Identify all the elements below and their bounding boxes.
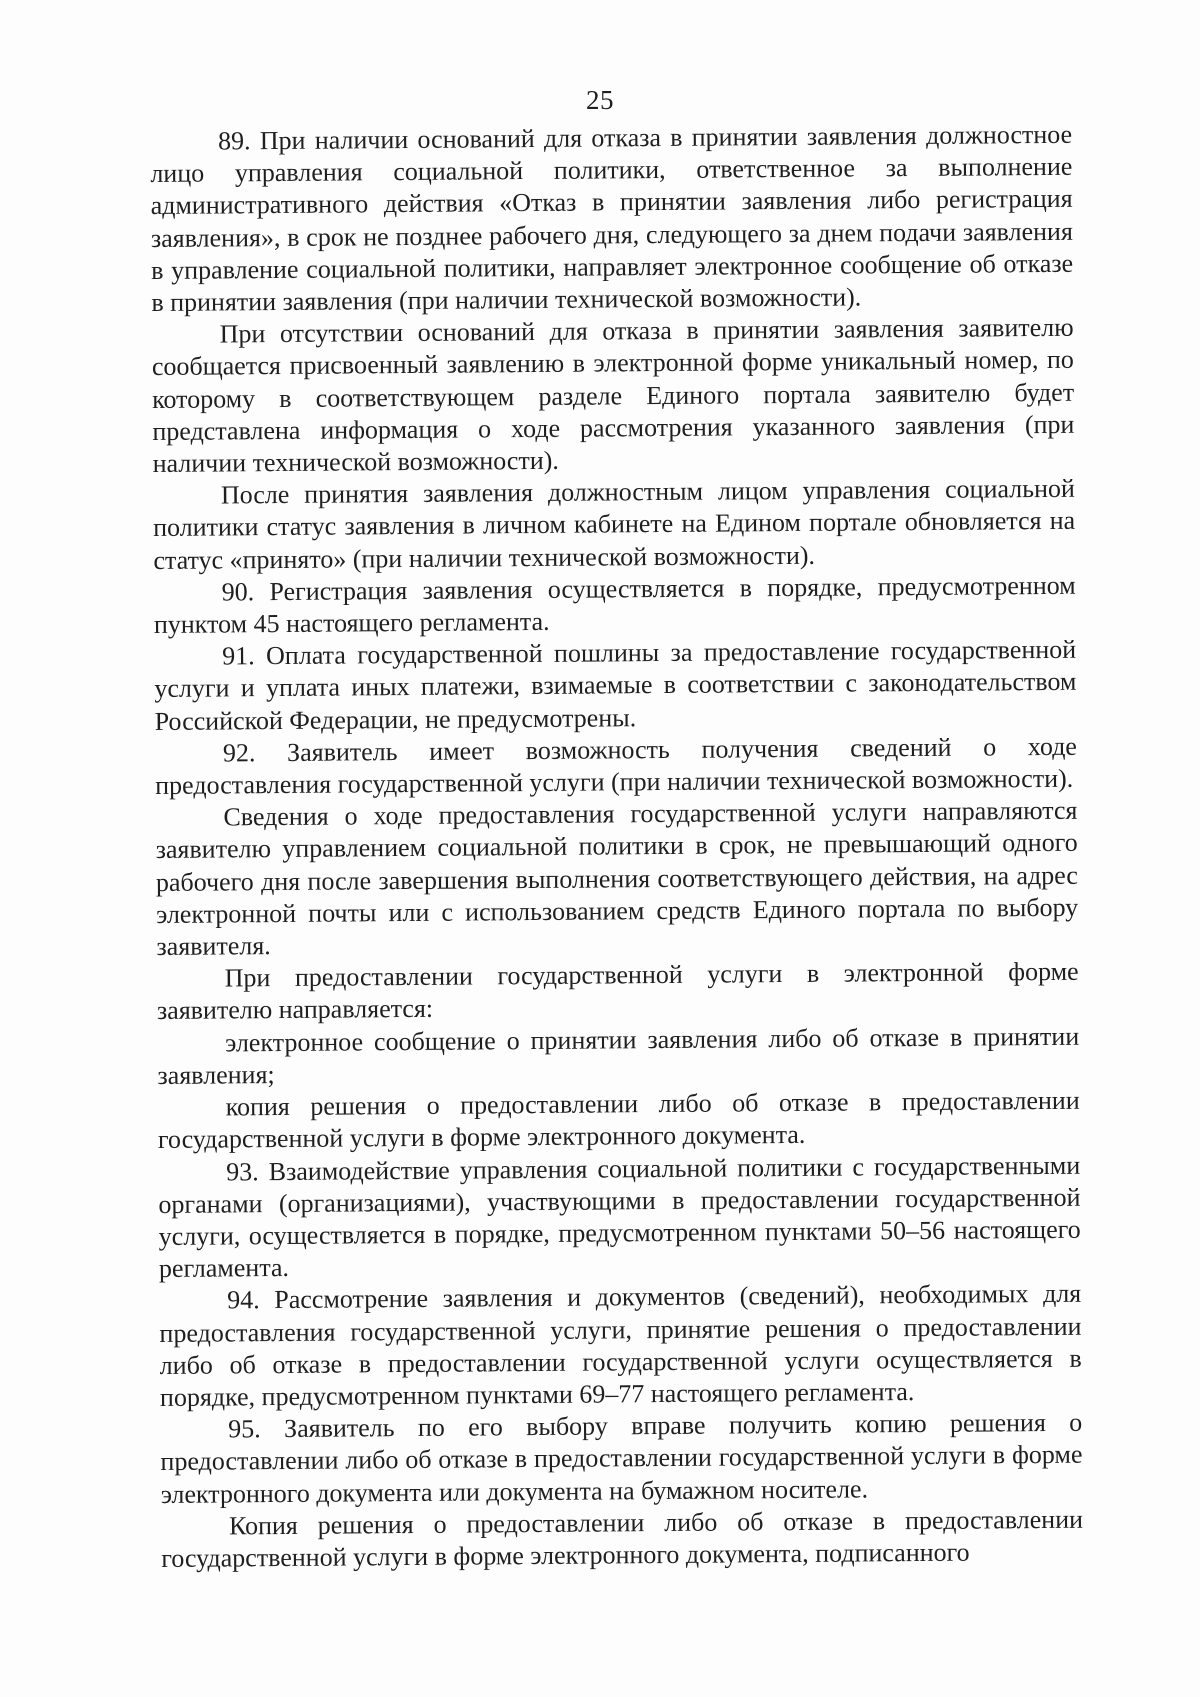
paragraph-progress-information: Сведения о ходе предоставления государственной услуги направляются заявителю управлением социальной политики в срок, не превышающий одного рабочего дня после завершения выполнения соответствующего действия, на адрес электронной почты или с использованием средств Единого портала по выбору заявителя. xyxy=(155,796,1079,962)
paragraph-90: 90. Регистрация заявления осуществляется в порядке, предусмотренном пунктом 45 настоящего регламента. xyxy=(153,570,1076,640)
paragraph-93: 93. Взаимодействие управления социальной политики с государственными органами (организациями), участвующими в предоставлении государственной услуги, осуществляется в порядке, предусмотренном пунктами 50–56 настоящего регламента. xyxy=(158,1150,1081,1284)
paragraph-decision-copy-signed: Копия решения о предоставлении либо об отказе в предоставлении государственной услуги в форме электронного документа, подписанного xyxy=(161,1504,1084,1573)
paragraph-89: 89. При наличии оснований для отказа в принятии заявления должностное лицо управления социальной политики, ответственное за выполнение административного действия «Отказ в принятии заявления либо регистрация заявления», в срок не позднее рабочего дня, следующего за днем подачи заявления в управление социальной политики, направляет электронное сообщение об отказе в принятии заявления (при наличии технической возможности). xyxy=(150,119,1074,318)
document-body xyxy=(150,119,1083,1575)
paragraph-91: 91. Оплата государственной пошлины за предоставление государственной услуги и уплата иных платежи, взимаемые в соответствии с законодательством Российской Федерации, не предусмотрены. xyxy=(154,634,1077,736)
paragraph-94: 94. Рассмотрение заявления и документов (сведений), необходимых для предоставления государственной услуги, принятие решения о предоставлении либо об отказе в предоставлении государственной услуги осуществляется в порядке, предусмотренном пунктами 69–77 настоящего регламента. xyxy=(159,1279,1082,1412)
paragraph-status-accepted: После принятия заявления должностным лицом управления социальной политики статус заявления в личном кабинете на Едином портале обновляется на статус «принято» (при наличии технической возможности). xyxy=(153,473,1076,575)
page-number: 25 xyxy=(586,85,614,115)
paragraph-92: 92. Заявитель имеет возможность получения сведений о ходе предоставления государственной услуги (при наличии технической возможности). xyxy=(155,731,1078,801)
paragraph-electronic-notifications: При предоставлении государственной услуги в электронной форме заявителю направляется: xyxy=(156,957,1079,1026)
list-item-decision-copy: копия решения о предоставлении либо об отказе в предоставлении государственной услуги в форме электронного документа. xyxy=(157,1085,1080,1155)
list-item-electronic-message: электронное сообщение о принятии заявления либо об отказе в принятии заявления; xyxy=(157,1021,1080,1090)
paragraph-95: 95. Заявитель по его выбору вправе получить копию решения о предоставлении либо об отказе в предоставлении государственной услуги в форме электронного документа или документа на бумажном носителе. xyxy=(160,1407,1083,1509)
paragraph-no-grounds-for-refusal: При отсутствии оснований для отказа в принятии заявления заявителю сообщается присвоенный заявлению в электронной форме уникальный номер, по которому в соответствующем разделе Единого портала заявителю будет представлена информация о ходе рассмотрения указанного заявления (при наличии технической возможности). xyxy=(151,312,1075,479)
